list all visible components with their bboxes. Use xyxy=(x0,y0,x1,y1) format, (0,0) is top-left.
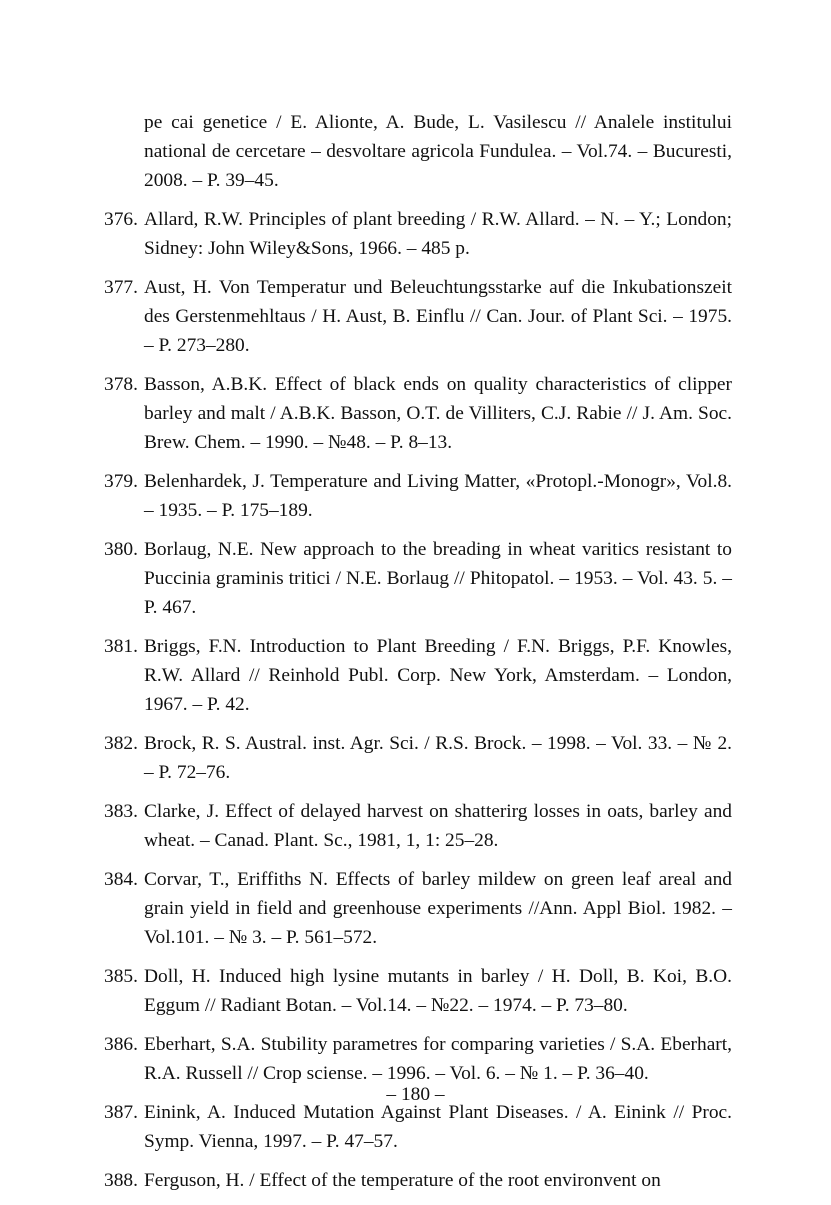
reference-number: 376. xyxy=(104,209,138,230)
reference-number: 382. xyxy=(104,733,138,754)
reference-item xyxy=(104,865,732,952)
reference-number: 383. xyxy=(104,801,138,822)
reference-number: 388. xyxy=(104,1170,138,1191)
reference-item xyxy=(104,729,732,787)
reference-item xyxy=(104,467,732,525)
reference-item xyxy=(104,632,732,719)
reference-text: Borlaug, N.E. New approach to the breading in wheat varitics resistant to Puccinia graminis tritici / N.E. Borlaug // Phitopatol. – 1953. – Vol. 43. 5. – P. 467. xyxy=(144,539,732,618)
reference-number: 386. xyxy=(104,1034,138,1055)
reference-text: Corvar, T., Eriffiths N. Effects of barley mildew on green leaf areal and grain yield in field and greenhouse experiments //Ann. Appl Biol. 1982. – Vol.101. – № 3. – P. 561–572. xyxy=(144,869,732,948)
page-number: – 180 – xyxy=(386,1084,445,1105)
reference-number: 387. xyxy=(104,1102,138,1123)
reference-number: 378. xyxy=(104,374,138,395)
reference-item xyxy=(104,797,732,855)
reference-number: 377. xyxy=(104,277,138,298)
reference-text: Brock, R. S. Austral. inst. Agr. Sci. / R.S. Brock. – 1998. – Vol. 33. – № 2. – P. 72–76. xyxy=(144,733,732,783)
reference-number: 381. xyxy=(104,636,138,657)
reference-number: 385. xyxy=(104,966,138,987)
reference-item xyxy=(104,370,732,457)
reference-text: Belenhardek, J. Temperature and Living Matter, «Protopl.-Monogr», Vol.8. – 1935. – P. 175–189. xyxy=(144,471,732,521)
reference-text: Einink, A. Induced Mutation Against Plant Diseases. / A. Einink // Proc. Symp. Vienna, 1997. – P. 47–57. xyxy=(144,1102,732,1152)
reference-number: 384. xyxy=(104,869,138,890)
reference-continuation: pe cai genetice / E. Alionte, A. Bude, L. Vasilescu // Analele institului national de cercetare – desvoltare agricola Fundulea. – Vol.74. – Bucuresti, 2008. – P. 39–45. xyxy=(144,112,732,191)
reference-text: Basson, A.B.K. Effect of black ends on quality characteristics of clipper barley and malt / A.B.K. Basson, O.T. de Villiters, C.J. Rabie // J. Am. Soc. Brew. Chem. – 1990. – №48. – P. 8–13. xyxy=(144,374,732,453)
reference-item xyxy=(104,273,732,360)
reference-text: Aust, H. Von Temperatur und Beleuchtungsstarke auf die Inkubationszeit des Gerstenmehltaus / H. Aust, B. Einflu // Can. Jour. of Plant Sci. – 1975. – P. 273–280. xyxy=(144,277,732,356)
reference-text: Clarke, J. Effect of delayed harvest on shatterirg losses in oats, barley and wheat. – Canad. Plant. Sc., 1981, 1, 1: 25–28. xyxy=(144,801,732,851)
reference-item xyxy=(104,962,732,1020)
reference-list xyxy=(104,205,732,1195)
reference-text: Allard, R.W. Principles of plant breeding / R.W. Allard. – N. – Y.; London; Sidney: John Wiley&Sons, 1966. – 485 p. xyxy=(144,209,732,259)
reference-number: 379. xyxy=(104,471,138,492)
reference-text: Eberhart, S.A. Stubility parametres for comparing varieties / S.A. Eberhart, R.A. Russell // Crop sciense. – 1996. – Vol. 6. – № 1. – P. 36–40. xyxy=(144,1034,732,1084)
reference-text: Briggs, F.N. Introduction to Plant Breeding / F.N. Briggs, P.F. Knowles, R.W. Allard // Reinhold Publ. Corp. New York, Amsterdam. – London, 1967. – P. 42. xyxy=(144,636,732,715)
reference-item xyxy=(104,535,732,622)
reference-item xyxy=(104,205,732,263)
page-body xyxy=(104,108,732,1205)
reference-text: Ferguson, H. / Effect of the temperature of the root environvent on xyxy=(144,1170,661,1191)
reference-item xyxy=(104,1166,732,1195)
reference-text: Doll, H. Induced high lysine mutants in barley / H. Doll, B. Koi, B.O. Eggum // Radiant Botan. – Vol.14. – №22. – 1974. – P. 73–80. xyxy=(144,966,732,1016)
reference-number: 380. xyxy=(104,539,138,560)
